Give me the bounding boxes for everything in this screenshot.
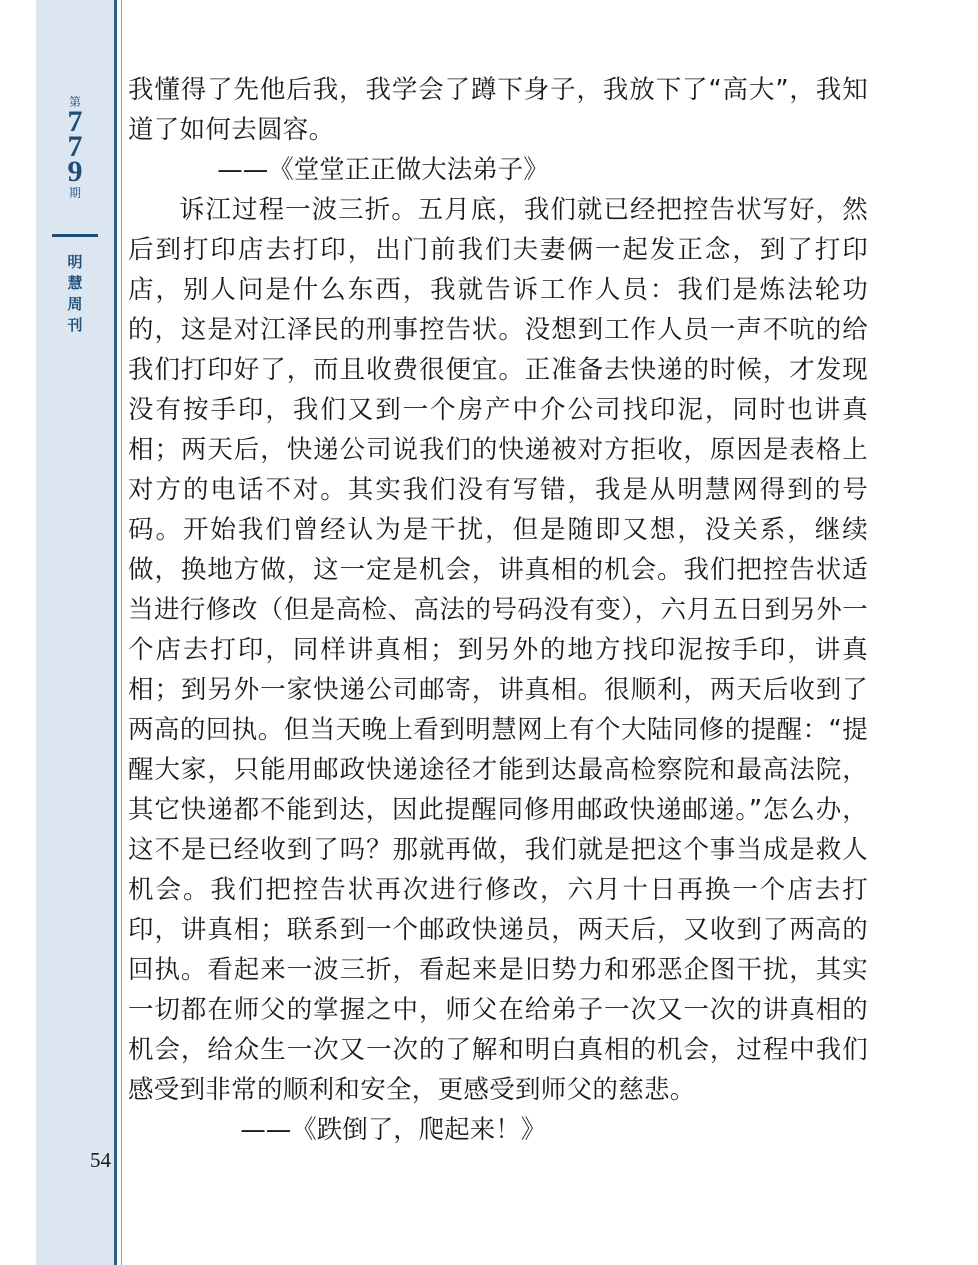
paragraph-1: 我懂得了先他后我，我学会了蹲下身子，我放下了“高大”，我知道了如何去圆容。	[128, 75, 868, 145]
source-attribution-2: ——《跌倒了，爬起来！》	[240, 1115, 547, 1145]
paragraph-2: 诉江过程一波三折。五月底，我们就已经把控告状写好，然后到打印店去打印，出门前我们夫妻俩一起发正念，到了打印店，别人问是什么东西，我就告诉工作人员：我们是炼法轮功的，这是对江泽民的刑事控告状。没想到工作人员一声不吭的给我们打印好了，而且收费很便宜。正准备去快递的时候，才发现没有按手印，我们又到一个房产中介公司找印泥，同时也讲真相；两天后，快递公司说我们的快递被对方拒收，原因是表格上对方的电话不对。其实我们没有写错，我是从明慧网得到的号码。开始我们曾经认为是干扰，但是随即又想，没关系，继续做，换地方做，这一定是机会，讲真相的机会。我们把控告状适当进行修改（但是高检、高法的号码没有变），六月五日到另外一个店去打印，同样讲真相；到另外的地方找印泥按手印，讲真相；到另外一家快递公司邮寄，讲真相。很顺利，两天后收到了两高的回执。但当天晚上看到明慧网上有个大陆同修的提醒：“提醒大家，只能用邮政快递途径才能到达最高检察院和最高法院，其它快递都不能到达，因此提醒同修用邮政快递邮递。”怎么办，这不是已经收到了吗？那就再做，我们就是把这个事当成是救人机会。我们把控告状再次进行修改，六月十日再换一个店去打印，讲真相；联系到一个邮政快递员，两天后，又收到了两高的回执。看起来一波三折，看起来是旧势力和邪恶企图干扰，其实一切都在师父的掌握之中，师父在给弟子一次又一次的讲真相的机会，给众生一次又一次的了解和明白真相的机会，过程中我们感受到非常的顺利和安全，更感受到师父的慈悲。	[128, 195, 868, 1105]
journal-title-char-4: 刊	[67, 317, 83, 334]
vertical-rule-outer	[114, 0, 117, 1265]
issue-digit-3: 9	[67, 155, 83, 188]
issue-digit-2: 7	[67, 130, 83, 163]
issue-digit-1: 7	[67, 105, 83, 138]
journal-title	[36, 252, 114, 336]
article-body	[128, 70, 868, 1150]
masthead-divider	[52, 234, 98, 237]
source-attribution-1: ——《堂堂正正做大法弟子》	[217, 155, 549, 185]
journal-title-char-3: 周	[67, 296, 83, 313]
vertical-rule-inner	[121, 0, 122, 1265]
page-number: 54	[90, 1148, 111, 1172]
issue-number	[36, 105, 114, 188]
journal-title-char-2: 慧	[67, 275, 83, 292]
issue-masthead	[36, 95, 114, 202]
issue-suffix-label: 期	[68, 186, 81, 200]
issue-prefix-label: 第	[68, 95, 81, 109]
journal-title-char-1: 明	[67, 254, 83, 271]
